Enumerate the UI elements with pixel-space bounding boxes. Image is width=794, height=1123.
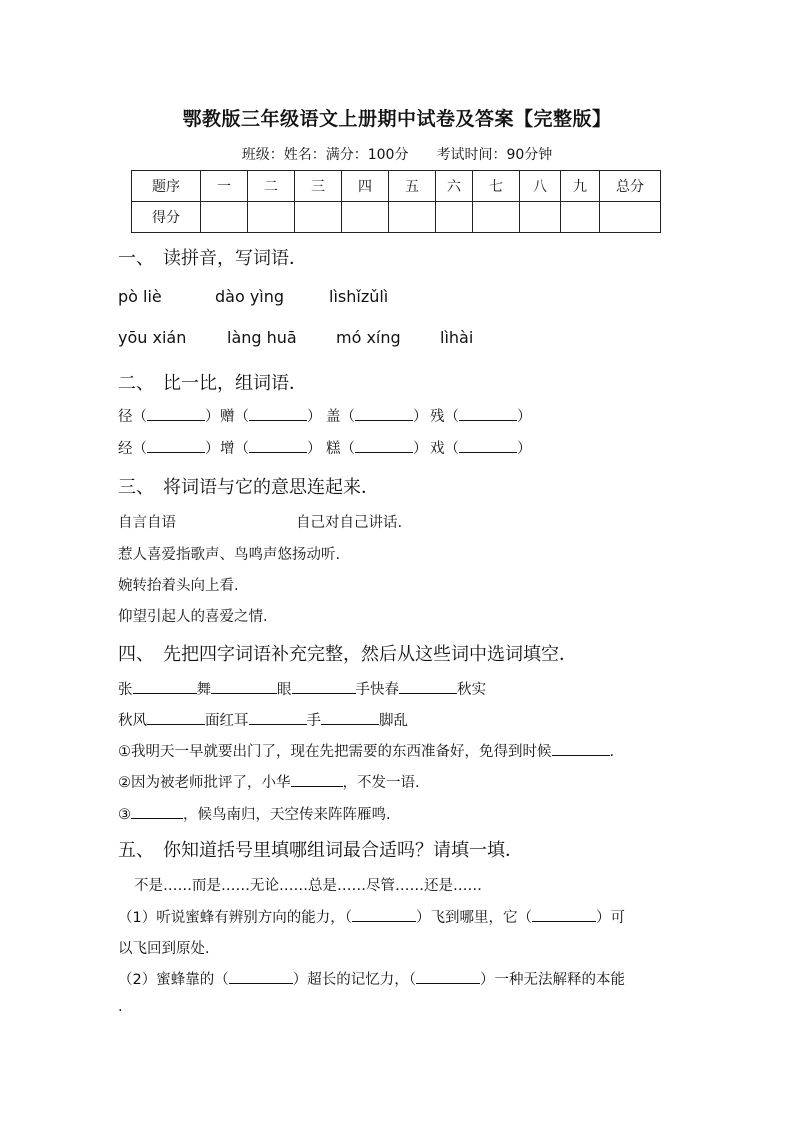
page-title: 鄂教版三年级语文上册期中试卷及答案【完整版】 bbox=[182, 108, 612, 130]
compare-item: 增（ ） bbox=[220, 437, 322, 458]
score-cell[interactable] bbox=[436, 202, 473, 233]
score-cell[interactable] bbox=[600, 202, 661, 233]
answer-blank[interactable] bbox=[147, 438, 205, 453]
fill-sentence: （2）蜜蜂靠的（ ）超长的记忆力，（ ）一种无法解释的本能 bbox=[118, 968, 625, 989]
answer-blank[interactable] bbox=[249, 406, 307, 421]
match-line: 婉转抬着头向上看. bbox=[118, 578, 239, 594]
answer-blank[interactable] bbox=[133, 679, 197, 694]
conjunction-options: 不是……而是……无论……总是……尽管……还是…… bbox=[134, 878, 482, 894]
section-4-heading: 四、 先把四字词语补充完整，然后从这些词中选词填空． bbox=[118, 644, 577, 665]
answer-blank[interactable] bbox=[229, 969, 293, 984]
match-line: 惹人喜爱指歌声、鸟鸣声悠扬动听. bbox=[118, 547, 341, 563]
compare-item: 盖（ ） bbox=[326, 405, 428, 426]
header-cell: 七 bbox=[473, 171, 520, 202]
fill-sentence: ②因为被老师批评了，小华 ，不发一语. bbox=[118, 771, 420, 792]
pinyin-item: dào yìng bbox=[215, 287, 285, 306]
answer-blank[interactable] bbox=[352, 907, 416, 922]
answer-blank[interactable] bbox=[321, 710, 379, 725]
pinyin-item: lìshǐzǔlì bbox=[329, 287, 389, 306]
score-cell[interactable] bbox=[248, 202, 295, 233]
idiom-fill-row: 张 舞 眼 手快春 秋实 bbox=[118, 678, 486, 699]
section-3-heading: 三、 将词语与它的意思连起来． bbox=[118, 477, 379, 498]
answer-blank[interactable] bbox=[552, 741, 610, 756]
score-cell[interactable] bbox=[520, 202, 561, 233]
header-cell: 一 bbox=[201, 171, 248, 202]
header-cell: 六 bbox=[436, 171, 473, 202]
score-table-score-row bbox=[132, 202, 661, 233]
compare-item: 戏（ ） bbox=[430, 437, 532, 458]
compare-item: 径（ ） bbox=[118, 405, 220, 426]
score-cell[interactable] bbox=[342, 202, 389, 233]
pinyin-item: mó xíng bbox=[336, 328, 401, 347]
compare-item: 赠（ ） bbox=[220, 405, 322, 426]
answer-blank[interactable] bbox=[291, 772, 343, 787]
compare-item: 糕（ ） bbox=[326, 437, 428, 458]
match-word: 自言自语 bbox=[118, 515, 176, 531]
answer-blank[interactable] bbox=[399, 679, 457, 694]
header-cell: 三 bbox=[295, 171, 342, 202]
header-cell: 题序 bbox=[132, 171, 201, 202]
score-cell[interactable] bbox=[295, 202, 342, 233]
answer-blank[interactable] bbox=[532, 907, 596, 922]
score-cell[interactable] bbox=[201, 202, 248, 233]
fill-sentence: ③ ，候鸟南归，天空传来阵阵雁鸣. bbox=[118, 803, 391, 824]
compare-item: 经（ ） bbox=[118, 437, 220, 458]
fill-sentence: ①我明天一早就要出门了，现在先把需要的东西准备好，免得到时候 . bbox=[118, 740, 614, 761]
answer-blank[interactable] bbox=[416, 969, 480, 984]
section-1-heading: 一、 读拼音，写词语． bbox=[118, 248, 307, 269]
header-cell: 五 bbox=[389, 171, 436, 202]
header-cell: 四 bbox=[342, 171, 389, 202]
answer-blank[interactable] bbox=[249, 710, 307, 725]
header-cell: 二 bbox=[248, 171, 295, 202]
answer-blank[interactable] bbox=[131, 804, 183, 819]
pinyin-item: lìhài bbox=[440, 328, 474, 347]
answer-blank[interactable] bbox=[355, 406, 413, 421]
pinyin-item: làng huā bbox=[227, 328, 297, 347]
answer-blank[interactable] bbox=[292, 679, 356, 694]
score-cell[interactable] bbox=[473, 202, 520, 233]
match-line: 仰望引起人的喜爱之情. bbox=[118, 609, 268, 625]
score-cell[interactable] bbox=[389, 202, 436, 233]
pinyin-item: yōu xián bbox=[118, 328, 187, 347]
answer-blank[interactable] bbox=[147, 710, 205, 725]
header-cell: 九 bbox=[561, 171, 600, 202]
score-table bbox=[131, 170, 661, 233]
match-meaning: 自己对自己讲话. bbox=[296, 515, 403, 531]
section-2-heading: 二、 比一比，组词语． bbox=[118, 373, 307, 394]
answer-blank[interactable] bbox=[459, 438, 517, 453]
row-label: 得分 bbox=[132, 202, 201, 233]
section-5-heading: 五、 你知道括号里填哪组词最合适吗？请填一填． bbox=[118, 840, 523, 861]
header-cell: 总分 bbox=[600, 171, 661, 202]
answer-blank[interactable] bbox=[355, 438, 413, 453]
idiom-fill-row: 秋风 面红耳 手 脚乱 bbox=[118, 709, 408, 730]
answer-blank[interactable] bbox=[249, 438, 307, 453]
fill-sentence: （1）听说蜜蜂有辨别方向的能力，（ ）飞到哪里，它（ ）可 bbox=[118, 906, 625, 927]
exam-info: 班级：姓名：满分：100分 考试时间：90分钟 bbox=[241, 147, 553, 163]
header-cell: 八 bbox=[520, 171, 561, 202]
compare-item: 残（ ） bbox=[430, 405, 532, 426]
answer-blank[interactable] bbox=[459, 406, 517, 421]
fill-sentence-continued: . bbox=[118, 999, 123, 1015]
score-cell[interactable] bbox=[561, 202, 600, 233]
score-table-header-row bbox=[132, 171, 661, 202]
pinyin-item: pò liè bbox=[118, 287, 162, 306]
answer-blank[interactable] bbox=[211, 679, 277, 694]
answer-blank[interactable] bbox=[147, 406, 205, 421]
fill-sentence-continued: 以飞回到原处. bbox=[118, 941, 210, 957]
